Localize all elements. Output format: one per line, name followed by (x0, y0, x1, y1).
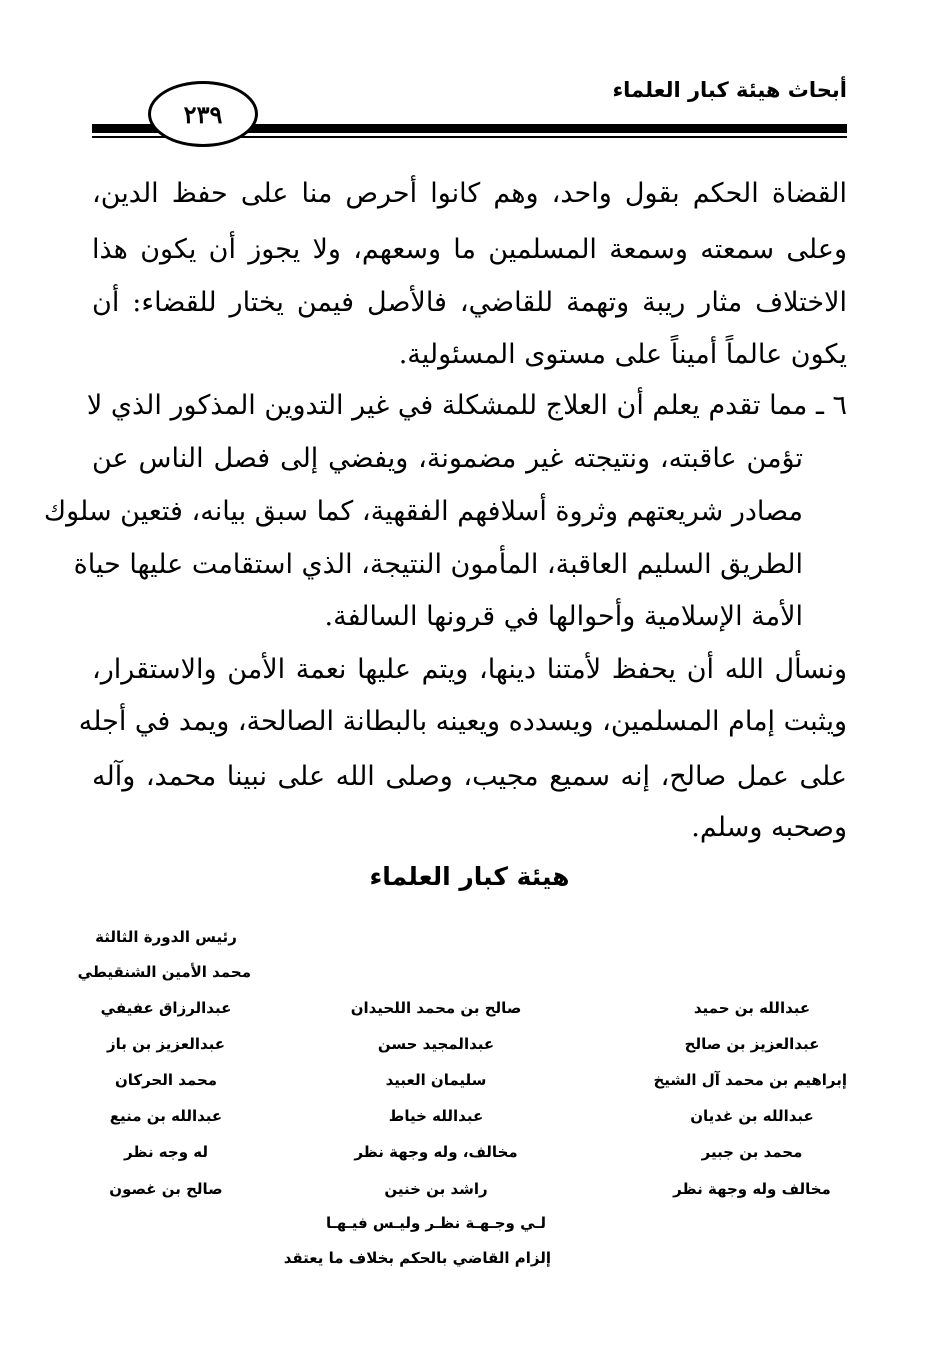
body-line: وصحبه وسلم. (691, 812, 847, 843)
signature-entry: محمد الأمين الشنقيطي (77, 963, 251, 981)
signature-entry: لـي وجـهـة نظـر وليـس فيـهـا (325, 1214, 547, 1232)
running-header-title: أبحاث هيئة كبار العلماء (612, 78, 847, 102)
body-line: تؤمن عاقبته، ونتيجته غير مضمونة، ويفضي إلى فصل الناس عن (92, 443, 803, 474)
signature-entry: رئيس الدورة الثالثة (95, 928, 237, 946)
signature-entry: محمد الحركان (114, 1071, 218, 1089)
body-line: القضاة الحكم بقول واحد، وهم كانوا أحرص منا على حفظ الدين، (92, 178, 847, 209)
signature-entry: عبدالمجيد حسن (377, 1035, 495, 1053)
signature-entry: مخالف، وله وجهة نظر (354, 1143, 518, 1161)
signature-entry: صالح بن غصون (109, 1180, 223, 1198)
signature-entry: مخالف وله وجهة نظر (673, 1180, 831, 1198)
council-heading: هيئة كبار العلماء (369, 862, 570, 891)
signature-entry: له وجه نظر (124, 1143, 208, 1161)
signature-entry: عبدالله بن منيع (109, 1107, 223, 1125)
signature-entry: عبدالعزيز بن صالح (684, 1035, 820, 1053)
signature-entry: عبدالرزاق عفيفي (100, 999, 232, 1017)
body-line: مصادر شريعتهم وثروة أسلافهم الفقهية، كما سبق بيانه، فتعين سلوك (43, 496, 803, 527)
page-number-oval (148, 81, 258, 147)
signature-entry: عبدالله بن حميد (693, 999, 811, 1017)
signature-entry: عبدالله بن غديان (690, 1107, 814, 1125)
signature-entry: راشد بن خنين (384, 1180, 488, 1198)
body-line: على عمل صالح، إنه سميع مجيب، وصلى الله على نبينا محمد، وآله (92, 761, 847, 792)
body-line: الأمة الإسلامية وأحوالها في قرونها السالفة. (324, 601, 803, 632)
body-line: وعلى سمعته وسمعة المسلمين ما وسعهم، ولا يجوز أن يكون هذا (92, 234, 847, 265)
signature-entry: إلزام القاضي بالحكم بخلاف ما يعتقد (283, 1249, 551, 1267)
signature-entry: صالح بن محمد اللحيدان (350, 999, 522, 1017)
signature-entry: عبدالعزيز بن باز (106, 1035, 226, 1053)
body-line: ويثبت إمام المسلمين، ويسدده ويعينه بالبطانة الصالحة، ويمد في أجله (78, 706, 847, 737)
body-line: يكون عالماً أميناً على مستوى المسئولية. (398, 339, 847, 370)
signature-entry: محمد بن جبير (701, 1143, 803, 1161)
body-line: الطريق السليم العاقبة، المأمون النتيجة، الذي استقامت عليها حياة (73, 549, 803, 580)
body-line: ونسأل الله أن يحفظ لأمتنا دينها، ويتم عليها نعمة الأمن والاستقرار، (92, 654, 847, 685)
body-line: الاختلاف مثار ريبة وتهمة للقاضي، فالأصل فيمن يختار للقضاء: أن (92, 287, 847, 318)
body-line: ٦ ـ مما تقدم يعلم أن العلاج للمشكلة في غير التدوين المذكور الذي لا (86, 390, 847, 421)
signature-entry: إبراهيم بن محمد آل الشيخ (653, 1071, 847, 1089)
signature-entry: سليمان العبيد (385, 1071, 487, 1089)
page-number: ٢٣٩ (183, 99, 223, 129)
signature-entry: عبدالله خياط (388, 1107, 484, 1125)
